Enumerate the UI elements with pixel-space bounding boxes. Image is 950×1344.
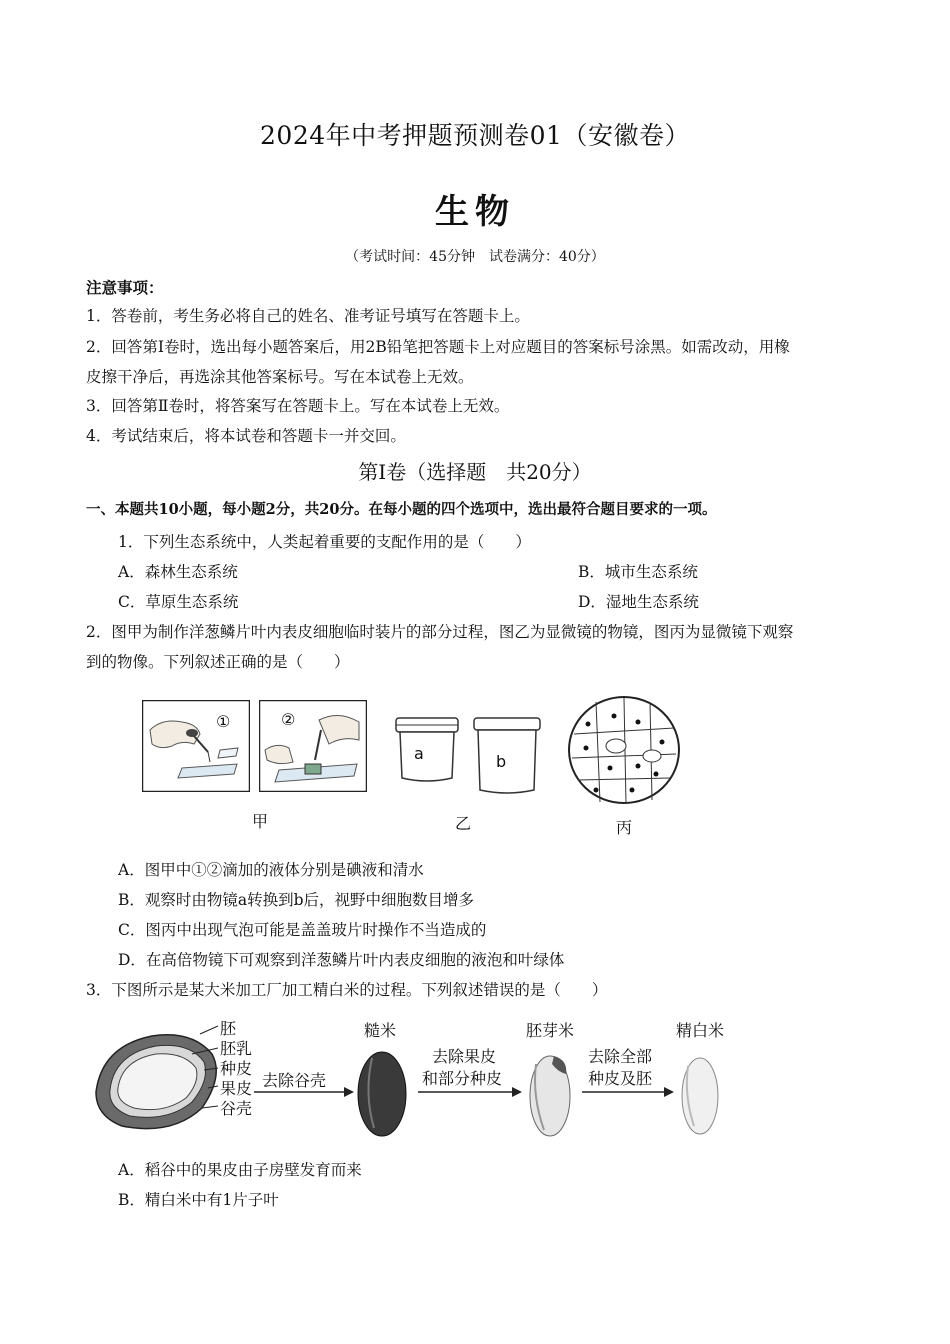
label-pericarp: 果皮	[220, 1079, 253, 1098]
q2-option-a: A．图甲中①②滴加的液体分别是碘液和清水	[118, 861, 424, 879]
q1-option-d: D．湿地生态系统	[578, 593, 699, 611]
figure-jia-step2	[259, 700, 367, 792]
label-step3-line2: 种皮及胚	[588, 1069, 653, 1088]
q2-stem-line1: 2．图甲为制作洋葱鳞片叶内表皮细胞临时装片的部分过程，图乙为显微镜的物镜，图丙为显微镜下观察	[86, 623, 794, 641]
note-item-4: 4．考试结束后，将本试卷和答题卡一并交回。	[86, 427, 406, 445]
note-item-2-cont: 皮擦干净后，再选涂其他答案标号。写在本试卷上无效。	[86, 368, 474, 386]
q3-stem: 3．下图所示是某大米加工厂加工精白米的过程。下列叙述错误的是（ ）	[86, 981, 608, 999]
label-white-rice: 精白米	[676, 1021, 725, 1040]
note-item-1: 1．答卷前，考生务必将自己的姓名、准考证号填写在答题卡上。	[86, 307, 530, 325]
figure-jia-label: 甲	[252, 812, 269, 831]
lens-b-label: b	[496, 752, 507, 771]
q2-option-c: C．图丙中出现气泡可能是盖盖玻片时操作不当造成的	[118, 921, 487, 939]
q3-option-b: B．精白米中有1片子叶	[118, 1191, 279, 1209]
note-item-2: 2．回答第Ⅰ卷时，选出每小题答案后，用2B铅笔把答题卡上对应题目的答案标号涂黑。如需改动，用橡	[86, 338, 790, 356]
exam-info: （考试时间：45分钟 试卷满分：40分）	[345, 249, 605, 265]
q1-option-b: B．城市生态系统	[578, 563, 698, 581]
label-step2-line2: 和部分种皮	[422, 1069, 503, 1088]
label-brown-rice: 糙米	[364, 1021, 397, 1040]
figure-jia-step2-label: ②	[281, 710, 296, 729]
label-germ-rice: 胚芽米	[526, 1021, 575, 1040]
exam-title: 2024年中考押题预测卷01（安徽卷）	[260, 121, 690, 150]
subject-title: 生物	[435, 192, 515, 232]
label-endosperm: 胚乳	[220, 1039, 253, 1058]
lens-a-label: a	[414, 744, 424, 763]
q1-option-a: A．森林生态系统	[118, 563, 238, 581]
label-step3-line1: 去除全部	[588, 1047, 653, 1066]
section-instruction: 一、本题共10小题，每小题2分，共20分。在每小题的四个选项中，选出最符合题目要求的一项。	[86, 501, 717, 518]
label-step1: 去除谷壳	[262, 1071, 327, 1090]
figure-jia-step1	[142, 700, 250, 792]
q1-stem: 1．下列生态系统中，人类起着重要的支配作用的是（ ）	[118, 533, 531, 551]
note-item-3: 3．回答第Ⅱ卷时，将答案写在答题卡上。写在本试卷上无效。	[86, 397, 510, 415]
label-husk: 谷壳	[220, 1099, 253, 1118]
q1-option-c: C．草原生态系统	[118, 593, 239, 611]
figure-bing-label: 丙	[616, 818, 633, 837]
label-step2-line1: 去除果皮	[432, 1047, 497, 1066]
q3-option-a: A．稻谷中的果皮由子房壁发育而来	[118, 1161, 362, 1179]
q2-stem-line2: 到的物像。下列叙述正确的是（ ）	[86, 653, 350, 671]
figure-yi-lenses	[392, 716, 552, 798]
label-embryo: 胚	[220, 1019, 237, 1038]
section-title: 第Ⅰ卷（选择题 共20分）	[358, 460, 592, 484]
figure-yi-label: 乙	[455, 814, 472, 833]
figure-jia-step1-label: ①	[216, 712, 231, 731]
q2-option-b: B．观察时由物镜a转换到b后，视野中细胞数目增多	[118, 891, 475, 909]
figure-rice-processing	[92, 1016, 732, 1140]
label-seed-coat: 种皮	[220, 1059, 253, 1078]
notes-heading: 注意事项：	[86, 278, 164, 297]
q2-option-d: D．在高倍物镜下可观察到洋葱鳞片叶内表皮细胞的液泡和叶绿体	[118, 951, 565, 969]
figure-bing-microscope-view	[566, 694, 682, 806]
